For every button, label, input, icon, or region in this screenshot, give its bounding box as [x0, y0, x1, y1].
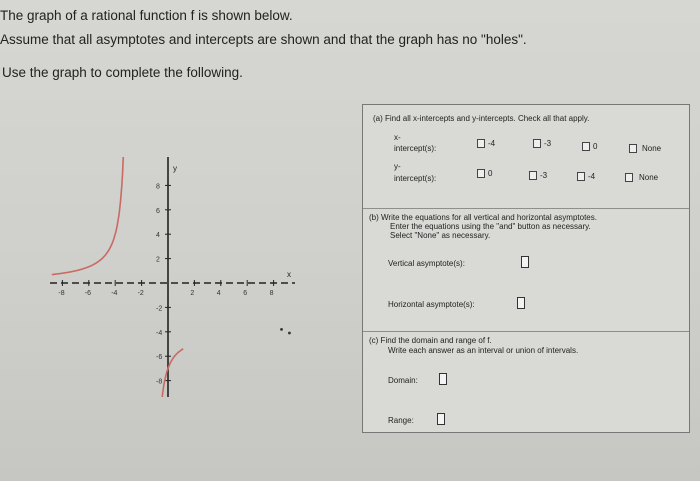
x-intercept-label: intercept(s): [394, 144, 437, 153]
y-axis-label: y [173, 164, 177, 173]
y-option-0-label: 0 [488, 169, 493, 178]
x-tick-label: -8 [58, 290, 65, 297]
x-tick-label: 2 [190, 290, 195, 297]
x-option-minus4-checkbox[interactable] [477, 139, 485, 148]
vertical-asymptote-label: Vertical asymptote(s): [388, 259, 465, 268]
y-tick-label: 4 [156, 232, 160, 240]
horizontal-asymptote-label: Horizontal asymptote(s): [388, 300, 475, 309]
part-b-section [363, 208, 689, 332]
x-intercept-label-prefix: x- [394, 133, 401, 142]
y-option-minus3-checkbox[interactable] [529, 171, 537, 180]
x-option-0-label: 0 [593, 142, 598, 151]
range-label: Range: [388, 416, 414, 425]
part-b-line-2: Enter the equations using the "and" button as necessary. [390, 222, 591, 231]
graph-ticks [58, 164, 291, 386]
answer-panel [362, 104, 690, 433]
x-option-minus3-checkbox[interactable] [533, 139, 541, 148]
x-tick-label: -6 [84, 290, 92, 297]
part-c-section [363, 331, 689, 432]
x-option-none-label: None [642, 144, 662, 153]
y-option-minus3-label: -3 [540, 171, 548, 180]
x-option-0-checkbox[interactable] [582, 142, 590, 151]
y-intercept-label-prefix: y- [394, 162, 401, 171]
x-axis-label: x [287, 270, 291, 279]
y-option-0-checkbox[interactable] [477, 169, 485, 178]
y-option-none-checkbox[interactable] [625, 173, 633, 182]
y-tick-label: -2 [156, 305, 163, 313]
part-b-line-1: (b) Write the equations for all vertical and horizontal asymptotes. [369, 213, 597, 222]
y-tick-label: 6 [156, 207, 160, 215]
part-c-line-1: (c) Find the domain and range of f. [369, 336, 492, 345]
graph-dot [288, 332, 291, 335]
y-option-none-label: None [639, 173, 659, 182]
horizontal-asymptote-answer-box[interactable] [517, 297, 525, 309]
curve-left-branch [52, 157, 124, 275]
x-tick-label: -4 [111, 290, 118, 297]
part-a-title: (a) Find all x-intercepts and y-intercepts. Check all that apply. [373, 114, 590, 123]
x-tick-label: 8 [269, 290, 274, 297]
intro-line-1: The graph of a rational function f is shown below. [0, 8, 293, 23]
part-b-line-3: Select "None" as necessary. [390, 231, 491, 240]
graph-curves [52, 157, 291, 397]
y-tick-label: -8 [156, 378, 163, 386]
y-intercept-label: intercept(s): [394, 174, 437, 183]
domain-label: Domain: [388, 376, 418, 385]
part-c-line-2: Write each answer as an interval or union of intervals. [388, 346, 579, 355]
graph-axes [50, 157, 295, 397]
graph-dot [280, 328, 283, 331]
y-tick-label: -6 [156, 354, 163, 362]
x-tick-label: 6 [243, 290, 248, 297]
y-tick-label: 2 [156, 256, 160, 264]
intro-line-2: Assume that all asymptotes and intercepts are shown and that the graph has no "holes". [0, 32, 527, 47]
x-tick-label: 4 [216, 290, 221, 297]
domain-answer-box[interactable] [439, 373, 447, 385]
range-answer-box[interactable] [437, 413, 445, 425]
y-tick-label: -4 [156, 329, 163, 337]
vertical-asymptote-answer-box[interactable] [521, 256, 529, 268]
intro-line-3: Use the graph to complete the following. [2, 65, 243, 80]
x-option-minus4-label: -4 [488, 139, 496, 148]
x-option-none-checkbox[interactable] [629, 144, 637, 153]
part-a-section [363, 105, 689, 209]
x-tick-label: -2 [137, 290, 144, 297]
function-graph [50, 157, 295, 397]
x-option-minus3-label: -3 [544, 139, 552, 148]
y-option-minus4-label: -4 [588, 172, 596, 181]
y-option-minus4-checkbox[interactable] [577, 172, 585, 181]
y-tick-label: 8 [156, 183, 160, 191]
